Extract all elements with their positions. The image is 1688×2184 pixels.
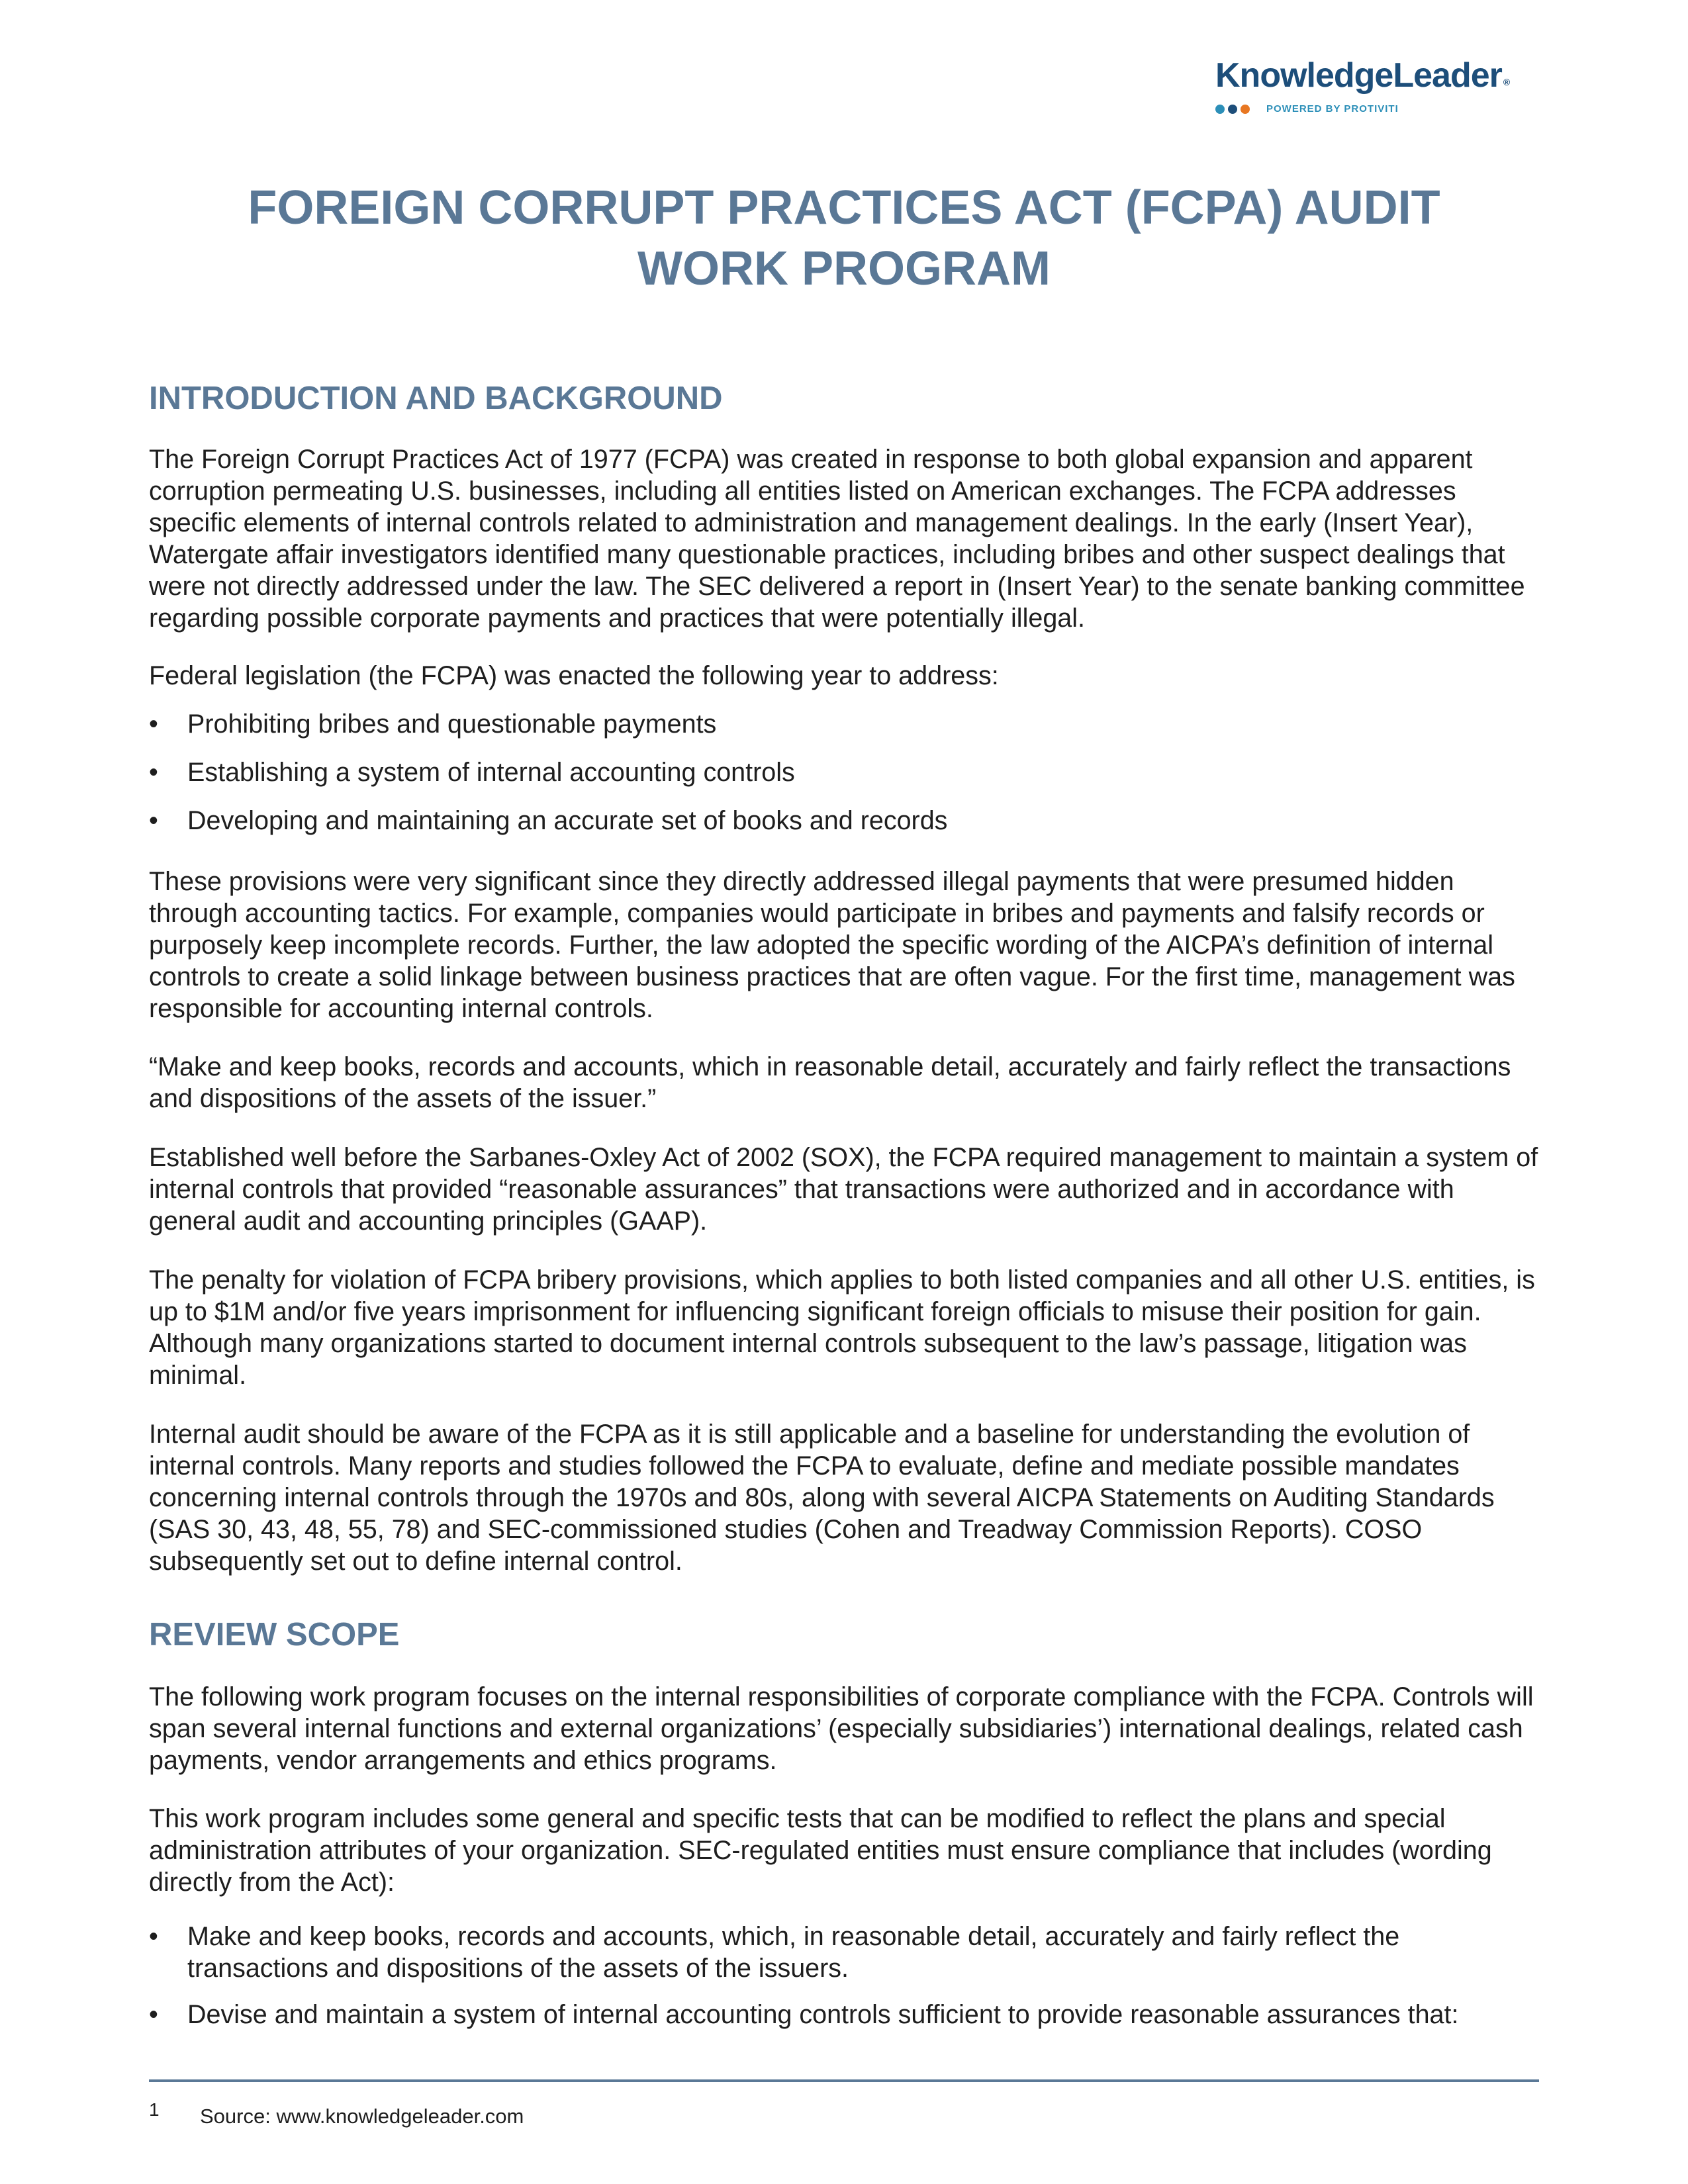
bullet-marker: • [149, 2000, 158, 2029]
intro-paragraph: Established well before the Sarbanes-Oxley Act of 2002 (SOX), the FCPA required management to maintain a system of internal controls that provided “reasonable assurances” that transactions were authorized and in accordance with general audit and accounting principles (GAAP). [149, 1143, 1538, 1236]
intro-heading: INTRODUCTION AND BACKGROUND [149, 381, 723, 416]
knowledgeleader-logo [1215, 56, 1546, 128]
footer-divider [149, 2079, 1539, 2082]
intro-paragraph: These provisions were very significant since they directly addressed illegal payments that were presumed hidden through accounting tactics. For example, companies would participate in bribes and payments and falsify records or purposely keep incomplete records. Further, the law adopted the specific wording of the AICPA’s definition of internal controls to create a solid linkage between business practices that are often vague. For the first time, management was responsible for accounting internal controls. [149, 867, 1515, 1023]
bullet-marker: • [149, 1922, 158, 1951]
logo-trademark: ® [1503, 77, 1510, 87]
logo-dot-icon [1228, 105, 1237, 114]
scope-heading: REVIEW SCOPE [149, 1617, 400, 1653]
document-title [149, 177, 1539, 299]
list-item-text: Establishing a system of internal accounting controls [187, 758, 795, 787]
intro-paragraph: Federal legislation (the FCPA) was enacted the following year to address: [149, 661, 999, 690]
scope-paragraph: The following work program focuses on the internal responsibilities of corporate compliance with the FCPA. Controls will span several internal functions and external organizations’ (especially subsidiaries’) international dealings, related cash payments, vendor arrangements and ethics programs. [149, 1682, 1534, 1775]
bullet-marker: • [149, 709, 158, 739]
footnote-number: 1 [149, 2099, 160, 2120]
logo-wordmark [1215, 56, 1546, 95]
logo-dot-icon [1241, 105, 1250, 114]
intro-paragraph: The Foreign Corrupt Practices Act of 1977 (FCPA) was created in response to both global expansion and apparent corruption permeating U.S. businesses, including all entities listed on American exchanges. The FCPA addresses specific elements of internal controls related to administration and management dealings. In the early (Insert Year), Watergate affair investigators identified many questionable practices, including bribes and other suspect dealings that were not directly addressed under the law. The SEC delivered a report in (Insert Year) to the senate banking committee regarding possible corporate payments and practices that were potentially illegal. [149, 445, 1525, 633]
list-item-text: Make and keep books, records and accounts, which, in reasonable detail, accurately and fairly reflect the transactions and dispositions of the assets of the issuers. [187, 1922, 1400, 1983]
logo-name: KnowledgeLeader [1215, 56, 1502, 95]
intro-paragraph: Internal audit should be aware of the FCPA as it is still applicable and a baseline for understanding the evolution of internal controls. Many reports and studies followed the FCPA to evaluate, define and mediate possible mandates concerning internal controls through the 1970s and 80s, along with several AICPA Statements on Auditing Standards (SAS 30, 43, 48, 55, 78) and SEC-commissioned studies (Cohen and Treadway Commission Reports). COSO subsequently set out to define internal control. [149, 1420, 1495, 1576]
scope-paragraph: This work program includes some general and specific tests that can be modified to reflect the plans and special administration attributes of your organization. SEC-regulated entities must ensure compliance that includes (wording directly from the Act): [149, 1804, 1492, 1897]
list-item-text: Devise and maintain a system of internal accounting controls sufficient to provide reasonable assurances that: [187, 2000, 1459, 2029]
list-item-text: Prohibiting bribes and questionable payments [187, 709, 717, 739]
bullet-marker: • [149, 806, 158, 835]
title-line-2: WORK PROGRAM [637, 242, 1051, 295]
title-line-1: FOREIGN CORRUPT PRACTICES ACT (FCPA) AUDIT [248, 181, 1440, 234]
logo-dot-icon [1215, 105, 1225, 114]
footnote-text: Source: www.knowledgeleader.com [200, 2105, 524, 2128]
quote-paragraph: “Make and keep books, records and accounts, which in reasonable detail, accurately and fairly reflect the transactions and dispositions of the assets of the issuer.” [149, 1052, 1511, 1113]
logo-tagline: POWERED BY PROTIVITI [1266, 103, 1399, 114]
intro-paragraph: The penalty for violation of FCPA bribery provisions, which applies to both listed companies and all other U.S. entities, is up to $1M and/or five years imprisonment for influencing significant foreign officials to misuse their position for gain. Although many organizations started to document internal controls subsequent to the law’s passage, litigation was minimal. [149, 1265, 1535, 1390]
bullet-marker: • [149, 758, 158, 787]
list-item-text: Developing and maintaining an accurate set of books and records [187, 806, 948, 835]
logo-subline [1215, 103, 1399, 114]
